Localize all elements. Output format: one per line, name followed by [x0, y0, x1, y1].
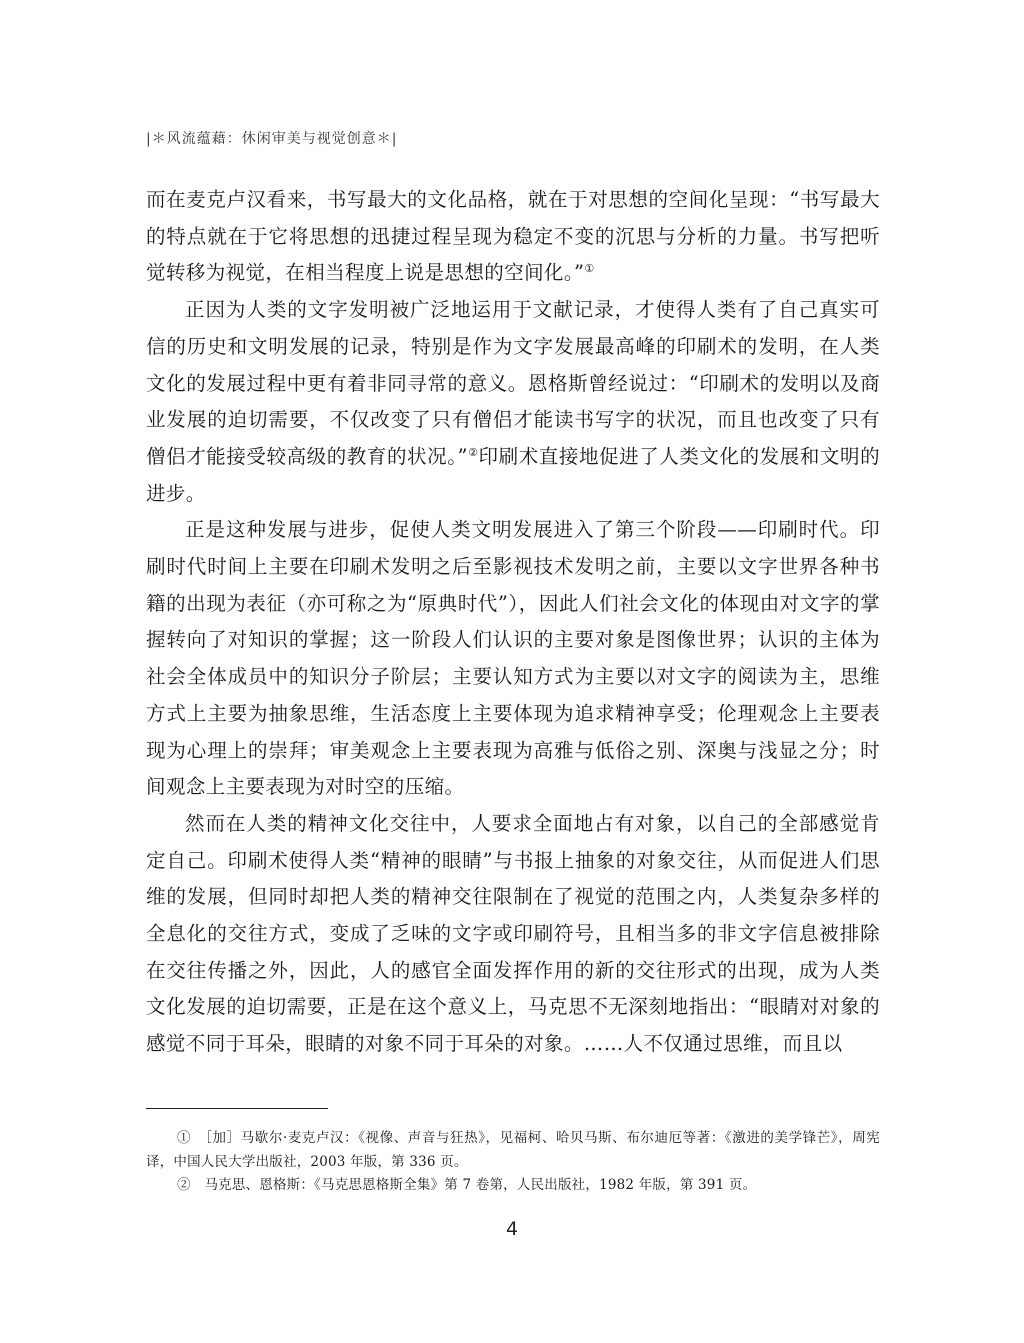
paragraph-2-text: 正因为人类的文字发明被广泛地运用于文献记录，才使得人类有了自己真实可信的历史和文明发展的记录，特别是作为文字发展最高峰的印刷术的发明，在人类文化的发展过程中更有着非同寻常的意义。恩格斯曾经说过：“印刷术的发明以及商业发展的迫切需要，不仅改变了只有僧侣才能读书写字的状况，而且也改变了只有僧侣才能接受较高级的教育的状况。” [146, 298, 880, 468]
paragraph-3 [146, 512, 880, 806]
paragraph-1 [146, 182, 880, 292]
footnote-ref-1[interactable]: ① [584, 262, 595, 276]
footnote-1: ① ［加］马歇尔·麦克卢汉：《视像、声音与狂热》，见福柯、哈贝马斯、布尔迪厄等著：《激进的美学锋芒》，周宪译，中国人民大学出版社，2003 年版，第 336 页。 [146, 1130, 880, 1170]
footnote-ref-2[interactable]: ② [467, 445, 479, 459]
footnote-2: ② 马克思、恩格斯：《马克思恩格斯全集》第 7 卷第，人民出版社，1982 年版，第 391 页。 [177, 1177, 757, 1193]
footnotes [146, 1127, 880, 1198]
paragraph-2-text-after-note: 印刷术直接地促进了人类文化的发展和文明的进步。 [146, 444, 880, 505]
running-header: |＊风流蕴藉：休闲审美与视觉创意＊| [146, 131, 398, 147]
footnote-divider [146, 1108, 328, 1109]
paragraph-2 [146, 292, 880, 512]
page-number: 4 [505, 1218, 519, 1240]
paragraph-3-text: 正是这种发展与进步，促使人类文明发展进入了第三个阶段——印刷时代。印刷时代时间上主要在印刷术发明之后至影视技术发明之前，主要以文字世界各种书籍的出现为表征（亦可称之为“原典时代”），因此人们社会文化的体现由对文字的掌握转向了对知识的掌握；这一阶段人们认识的主要对象是图像世界；认识的主体为社会全体成员中的知识分子阶层；主要认知方式为主要以对文字的阅读为主，思维方式上主要为抽象思维，生活态度上主要体现为追求精神享受；伦理观念上主要表现为心理上的崇拜；审美观念上主要表现为高雅与低俗之别、深奥与浅显之分；时间观念上主要表现为对时空的压缩。 [146, 518, 880, 799]
paragraph-4 [146, 806, 880, 1063]
main-text [146, 182, 880, 1063]
paragraph-4-text: 然而在人类的精神文化交往中，人要求全面地占有对象，以自己的全部感觉肯定自己。印刷术使得人类“精神的眼睛”与书报上抽象的对象交往，从而促进人们思维的发展，但同时却把人类的精神交往限制在了视觉的范围之内，人类复杂多样的全息化的交往方式，变成了乏味的文字或印刷符号，且相当多的非文字信息被排除在交往传播之外，因此，人的感官全面发挥作用的新的交往形式的出现，成为人类文化发展的迫切需要，正是在这个意义上，马克思不无深刻地指出：“眼睛对对象的感觉不同于耳朵，眼睛的对象不同于耳朵的对象。……人不仅通过思维，而且以 [146, 811, 880, 1056]
paragraph-1-text: 而在麦克卢汉看来，书写最大的文化品格，就在于对思想的空间化呈现：“书写最大的特点就在于它将思想的迅捷过程呈现为稳定不变的沉思与分析的力量。书写把听觉转移为视觉，在相当程度上说是思想的空间化。” [146, 188, 880, 285]
